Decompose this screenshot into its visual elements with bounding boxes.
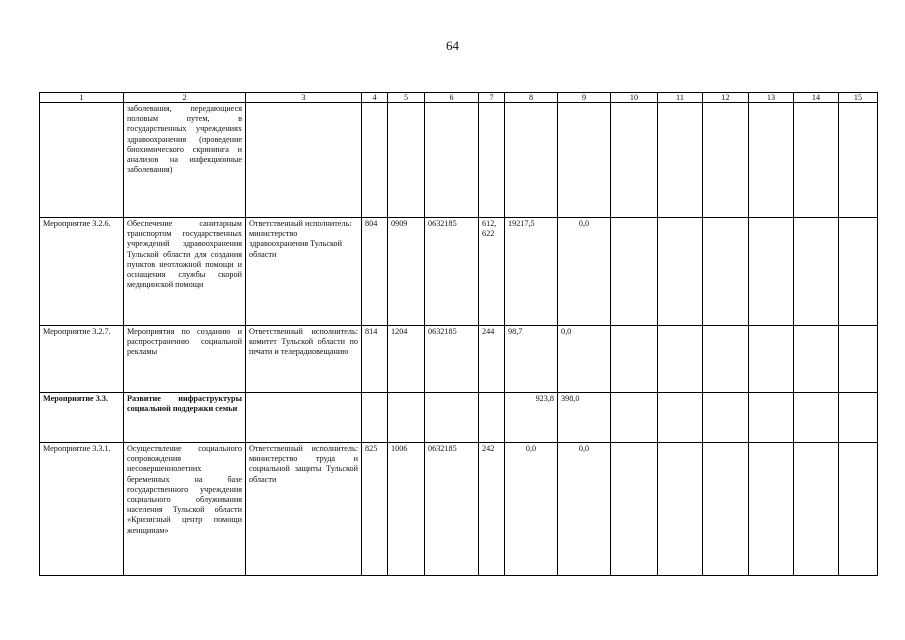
cell-vr <box>479 103 505 218</box>
cell-empty <box>749 326 794 393</box>
cell-empty <box>839 393 878 443</box>
column-header: 14 <box>794 93 839 103</box>
cell-rz-pr: 0909 <box>388 218 425 326</box>
cell-rz-pr <box>388 393 425 443</box>
cell-empty <box>611 393 658 443</box>
cell-measure-name: Осуществление социального сопровождения несовершеннолетних беременных на базе государственного учреждения социального облуживания населения Тульской области «Кризисный центр помощи женщинам» <box>124 443 246 576</box>
cell-measure-name: Обеспечение санитарным транспортом государственных учреждений здравоохранения Тульской области для создания пунктов неотложной помощи и оснащения службы скорой медицинской помощи <box>124 218 246 326</box>
cell-empty <box>794 393 839 443</box>
column-header: 13 <box>749 93 794 103</box>
column-header: 12 <box>703 93 749 103</box>
cell-grbs: 814 <box>362 326 388 393</box>
cell-value-8: 98,7 <box>505 326 558 393</box>
cell-empty <box>703 326 749 393</box>
cell-value-8: 19217,5 <box>505 218 558 326</box>
cell-empty <box>658 103 703 218</box>
cell-executor <box>246 103 362 218</box>
cell-empty <box>794 326 839 393</box>
cell-grbs <box>362 393 388 443</box>
column-header: 8 <box>505 93 558 103</box>
cell-empty <box>794 443 839 576</box>
cell-measure-id: Мероприятие 3.2.7. <box>40 326 124 393</box>
cell-empty <box>749 103 794 218</box>
cell-empty <box>703 443 749 576</box>
cell-csr: 0632185 <box>425 443 479 576</box>
cell-measure-name: заболевания, передающиеся половым путем, в государственных учреждениях здравоохранения (проведение биохимического скрининга и анализов на инфекционные заболевания) <box>124 103 246 218</box>
cell-empty <box>749 218 794 326</box>
table-header-row <box>40 93 878 103</box>
column-header: 2 <box>124 93 246 103</box>
cell-empty <box>794 103 839 218</box>
cell-vr: 612, 622 <box>479 218 505 326</box>
table-row <box>40 326 878 393</box>
cell-vr: 244 <box>479 326 505 393</box>
column-header: 5 <box>388 93 425 103</box>
column-header: 1 <box>40 93 124 103</box>
column-header: 7 <box>479 93 505 103</box>
cell-value-9: 398,0 <box>558 393 611 443</box>
cell-empty <box>611 218 658 326</box>
cell-empty <box>658 218 703 326</box>
cell-empty <box>658 393 703 443</box>
cell-measure-id: Мероприятие 3.3. <box>40 393 124 443</box>
cell-measure-name: Развитие инфраструктуры социальной поддержки семьи <box>124 393 246 443</box>
table-row <box>40 218 878 326</box>
cell-empty <box>749 393 794 443</box>
cell-value-9: 0,0 <box>558 326 611 393</box>
cell-value-8: 0,0 <box>505 443 558 576</box>
column-header: 10 <box>611 93 658 103</box>
cell-empty <box>611 443 658 576</box>
cell-empty <box>839 218 878 326</box>
cell-empty <box>703 393 749 443</box>
column-header: 9 <box>558 93 611 103</box>
cell-csr <box>425 103 479 218</box>
column-header: 3 <box>246 93 362 103</box>
cell-empty <box>703 103 749 218</box>
table-row <box>40 393 878 443</box>
cell-value-9: 0,0 <box>558 443 611 576</box>
cell-empty <box>839 103 878 218</box>
cell-csr: 0632185 <box>425 326 479 393</box>
cell-value-9: 0,0 <box>558 218 611 326</box>
cell-value-9 <box>558 103 611 218</box>
cell-empty <box>749 443 794 576</box>
cell-csr <box>425 393 479 443</box>
cell-grbs <box>362 103 388 218</box>
cell-measure-name: Мероприятия по созданию и распространению социальной рекламы <box>124 326 246 393</box>
cell-measure-id: Мероприятие 3.3.1. <box>40 443 124 576</box>
cell-empty <box>611 326 658 393</box>
cell-empty <box>703 218 749 326</box>
column-header: 15 <box>839 93 878 103</box>
cell-csr: 0632185 <box>425 218 479 326</box>
cell-empty <box>794 218 839 326</box>
cell-vr <box>479 393 505 443</box>
cell-vr: 242 <box>479 443 505 576</box>
cell-executor: Ответственный исполнитель: комитет Тульской области по печати и телерадиовещанию <box>246 326 362 393</box>
cell-grbs: 804 <box>362 218 388 326</box>
cell-executor <box>246 393 362 443</box>
program-table <box>39 92 878 576</box>
cell-rz-pr: 1204 <box>388 326 425 393</box>
cell-executor: Ответственный исполнитель: министерство здравоохранения Тульской области <box>246 218 362 326</box>
table-row <box>40 103 878 218</box>
cell-empty <box>611 103 658 218</box>
cell-value-8: 923,8 <box>505 393 558 443</box>
cell-measure-id <box>40 103 124 218</box>
cell-value-8 <box>505 103 558 218</box>
page-number: 64 <box>446 38 459 53</box>
cell-empty <box>658 443 703 576</box>
cell-empty <box>839 326 878 393</box>
cell-rz-pr <box>388 103 425 218</box>
cell-measure-id: Мероприятие 3.2.6. <box>40 218 124 326</box>
column-header: 11 <box>658 93 703 103</box>
cell-executor: Ответственный исполнитель: министерство труда и социальной защиты Тульской области <box>246 443 362 576</box>
cell-empty <box>839 443 878 576</box>
table-row <box>40 443 878 576</box>
column-header: 4 <box>362 93 388 103</box>
cell-rz-pr: 1006 <box>388 443 425 576</box>
column-header: 6 <box>425 93 479 103</box>
cell-empty <box>658 326 703 393</box>
cell-grbs: 825 <box>362 443 388 576</box>
